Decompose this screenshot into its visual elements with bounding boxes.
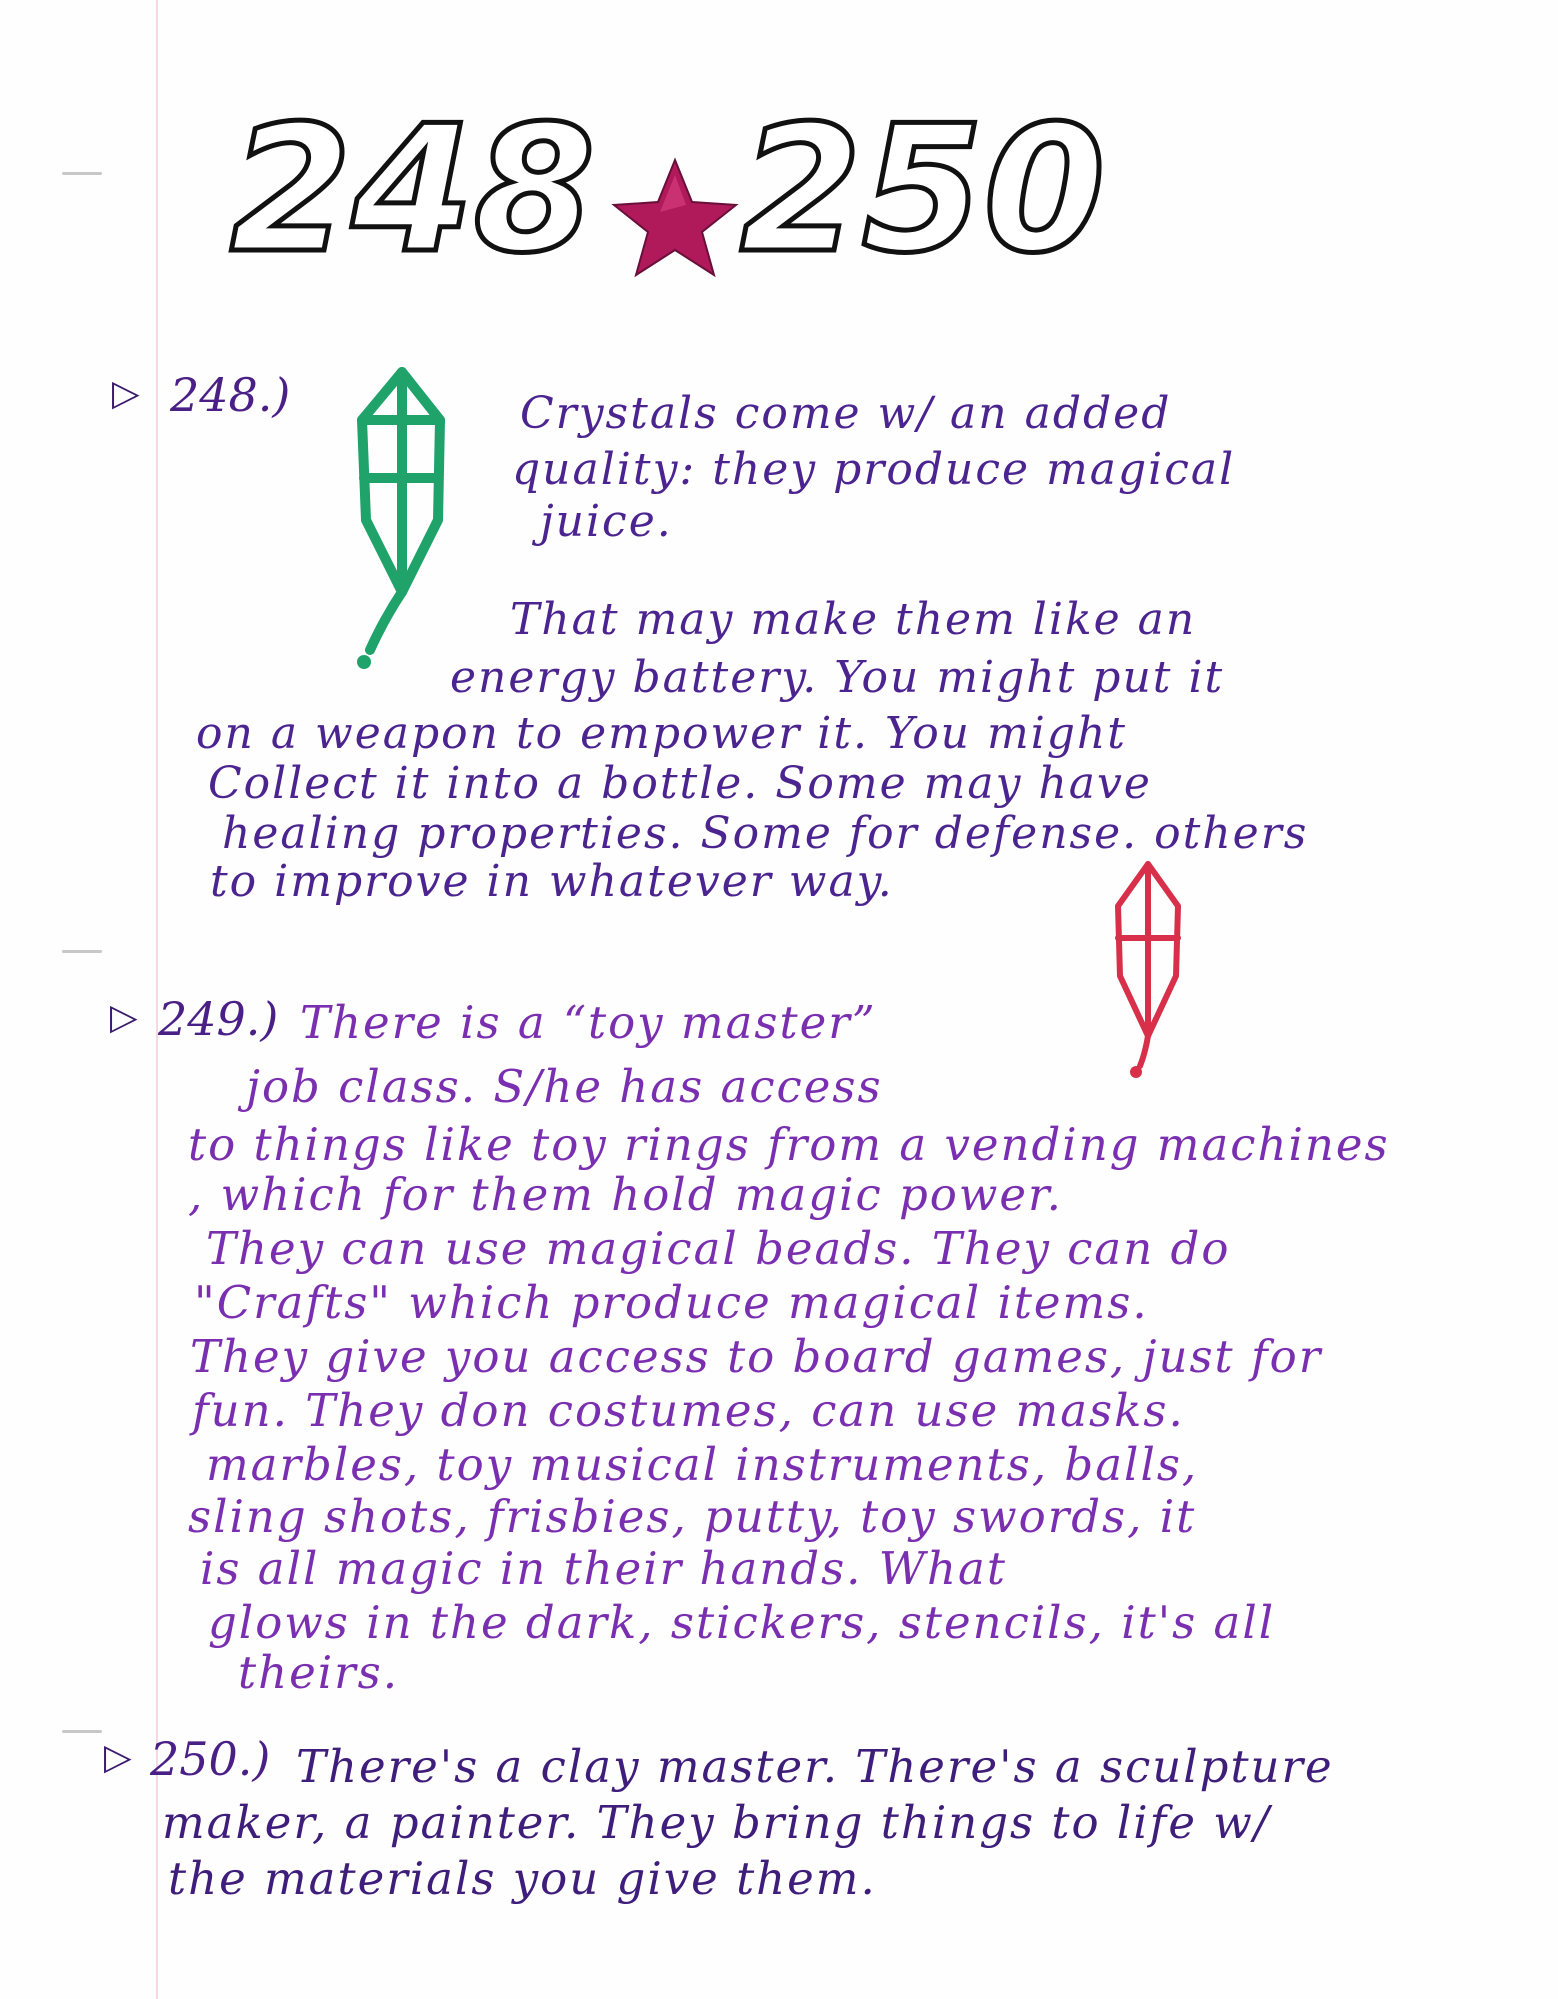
text-line: There's a clay master. There's a sculpture xyxy=(296,1740,1334,1793)
text-line: is all magic in their hands. What xyxy=(200,1542,1007,1595)
text-line: marbles, toy musical instruments, balls, xyxy=(206,1438,1199,1491)
entry-marker-icon: ▷ xyxy=(110,997,138,1038)
text-line: on a weapon to empower it. You might xyxy=(196,708,1127,759)
red-crystal-drawing xyxy=(1100,856,1200,1086)
entry-marker-icon: ▷ xyxy=(104,1737,132,1778)
text-line: That may make them like an xyxy=(510,594,1197,645)
text-line: energy battery. You might put it xyxy=(450,652,1225,703)
text-line: Crystals come w/ an added xyxy=(520,388,1172,439)
text-line: "Crafts" which produce magical items. xyxy=(194,1276,1149,1329)
text-line: They can use magical beads. They can do xyxy=(206,1222,1231,1275)
text-line: There is a “toy master” xyxy=(300,996,877,1049)
text-line: , which for them hold magic power. xyxy=(188,1168,1063,1221)
text-line: sling shots, frisbies, putty, toy swords, it xyxy=(188,1490,1197,1543)
text-line: fun. They don costumes, can use masks. xyxy=(192,1384,1185,1437)
text-line: to improve in whatever way. xyxy=(210,856,894,907)
text-line: to things like toy rings from a vending machines xyxy=(188,1118,1390,1171)
text-line: juice. xyxy=(540,496,673,547)
text-line: glows in the dark, stickers, stencils, it's all xyxy=(208,1596,1276,1649)
hole-punch-mark xyxy=(62,1730,102,1733)
title-right-number: 250 xyxy=(740,90,1106,280)
text-line: quality: they produce magical xyxy=(512,444,1236,495)
text-line: theirs. xyxy=(238,1646,399,1699)
entry-number: 249.) xyxy=(158,992,279,1046)
green-crystal-drawing xyxy=(340,360,470,680)
page-title xyxy=(220,90,1180,280)
text-line: maker, a painter. They bring things to life w/ xyxy=(162,1796,1271,1849)
hole-punch-mark xyxy=(62,950,102,953)
text-line: healing properties. Some for defense. others xyxy=(222,808,1309,859)
text-line: the materials you give them. xyxy=(168,1852,877,1905)
title-left-number: 248 xyxy=(230,90,596,280)
entry-marker-icon: ▷ xyxy=(112,373,140,414)
entry-number: 250.) xyxy=(150,1732,271,1786)
hole-punch-mark xyxy=(62,172,102,175)
text-line: They give you access to board games, just for xyxy=(190,1330,1323,1383)
entry-number: 248.) xyxy=(170,368,291,422)
text-line: Collect it into a bottle. Some may have xyxy=(208,758,1152,809)
text-line: job class. S/he has access xyxy=(246,1060,883,1113)
